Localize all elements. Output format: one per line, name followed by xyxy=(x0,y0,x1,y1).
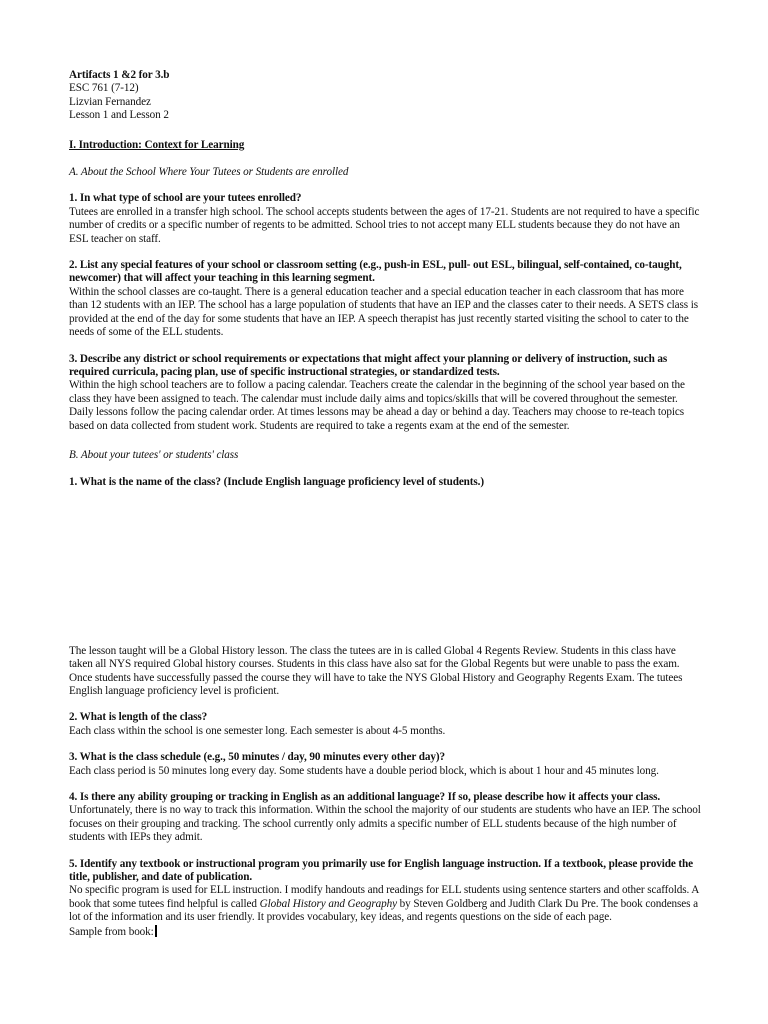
course-code: ESC 761 (7-12) xyxy=(69,82,139,95)
question-b2: 2. What is length of the class? xyxy=(69,711,208,724)
blank-space xyxy=(69,490,701,645)
question-b5: 5. Identify any textbook or instructional program you primarily use for English language instruction. If a textbook, please provide the title, publisher, and date of publication. xyxy=(69,857,694,884)
author-name: Lizvian Fernandez xyxy=(69,95,151,108)
answer-b5 xyxy=(69,884,701,924)
answer-b5-text-start: No specific program is used for ELL instruction. I modify handouts and readings for ELL students using sentence starters and other scaffolds. A book that some tutees find helpful is called xyxy=(69,884,699,910)
part-a-title: A. About the School Where Your Tutees or Students are enrolled xyxy=(69,166,349,179)
book-title: Global History and Geography xyxy=(259,897,397,910)
artifact-title: Artifacts 1 &2 for 3.b xyxy=(69,69,170,81)
answer-b2: Each class within the school is one semester long. Each semester is about 4-5 months. xyxy=(69,724,446,737)
question-b3: 3. What is the class schedule (e.g., 50 minutes / day, 90 minutes every other day)? xyxy=(69,751,446,764)
question-a3: 3. Describe any district or school requirements or expectations that might affect your planning or delivery of instruction, such as required curricula, pacing plan, use of specific instructional strategies, or standardized tests. xyxy=(69,352,668,378)
answer-b4: Unfortunately, there is no way to track this information. Within the school the majority of our students are students who have an IEP. The school focuses on their grouping and tracking. The school currently only admits a specific number of ELL students because of the high number of students with IEPs they admit. xyxy=(69,804,701,844)
question-b4: 4. Is there any ability grouping or tracking in English as an additional language? If so, please describe how it affects your class. xyxy=(69,791,661,803)
section-title: I. Introduction: Context for Learning xyxy=(69,138,245,151)
answer-a1: Tutees are enrolled in a transfer high school. The school accepts students between the ages of 17-21. Students are not required to have a specific number of credits or a specific number of regents to be admitted. School tries to not accept many ELL students because they do not have an ESL teacher on staff. xyxy=(69,205,700,245)
answer-b1: The lesson taught will be a Global History lesson. The class the tutees are in is called Global 4 Regents Review. Students in this class have taken all NYS required Global history courses. Students in this class have also sat for the Global Regents but were unable to pass the exam. Once students have successfully passed the course they will have to take the NYS Global History and Geography Regents Exam. The tutees English language proficiency level is proficient. xyxy=(69,644,683,697)
sample-label: Sample from book: xyxy=(69,925,154,938)
answer-a2: Within the school classes are co-taught. There is a general education teacher and a special education teacher in each classroom that has more than 12 students with an IEP. The school has a large population of students that have an IEP and the classes cater to their needs. A SETS class is provided at the end of the day for some students that have an IEP. A speech therapist has just recently started visiting the school to cater to the needs of some of the ELL students. xyxy=(69,285,698,339)
part-b-title: B. About your tutees' or students' class xyxy=(69,448,239,461)
question-a2: 2. List any special features of your school or classroom setting (e.g., push-in ESL, pull- out ESL, bilingual, self-contained, co-taught, newcomer) that will affect your teaching in this learning segment. xyxy=(69,259,682,285)
answer-b3: Each class period is 50 minutes long every day. Some students have a double period block, which is about 1 hour and 45 minutes long. xyxy=(69,764,659,777)
text-cursor xyxy=(155,925,157,937)
document-page xyxy=(69,69,701,939)
answer-a3: Within the high school teachers are to follow a pacing calendar. Teachers create the calendar in the beginning of the school year based on the class they have been assigned to teach. The calendar must include daily aims and topics/skills that will be covered throughout the semester. Daily lessons follow the pacing calendar order. At times lessons may be ahead a day or behind a day. Teachers may choose to re-teach topics based on data collected from student work. Students are required to take a regents exam at the end of the semester. xyxy=(69,379,685,432)
sample-line xyxy=(69,925,701,939)
question-a1: 1. In what type of school are your tutees enrolled? xyxy=(69,192,302,205)
question-b1: 1. What is the name of the class? (Include English language proficiency level of students.) xyxy=(69,476,485,489)
lesson-label: Lesson 1 and Lesson 2 xyxy=(69,109,169,122)
answer-b5-text-end: by Steven Goldberg and Judith Clark Du Pre. The book condenses a lot of the information and its user friendly. It provides vocabulary, key ideas, and regents questions on the side of each page. xyxy=(69,897,698,924)
